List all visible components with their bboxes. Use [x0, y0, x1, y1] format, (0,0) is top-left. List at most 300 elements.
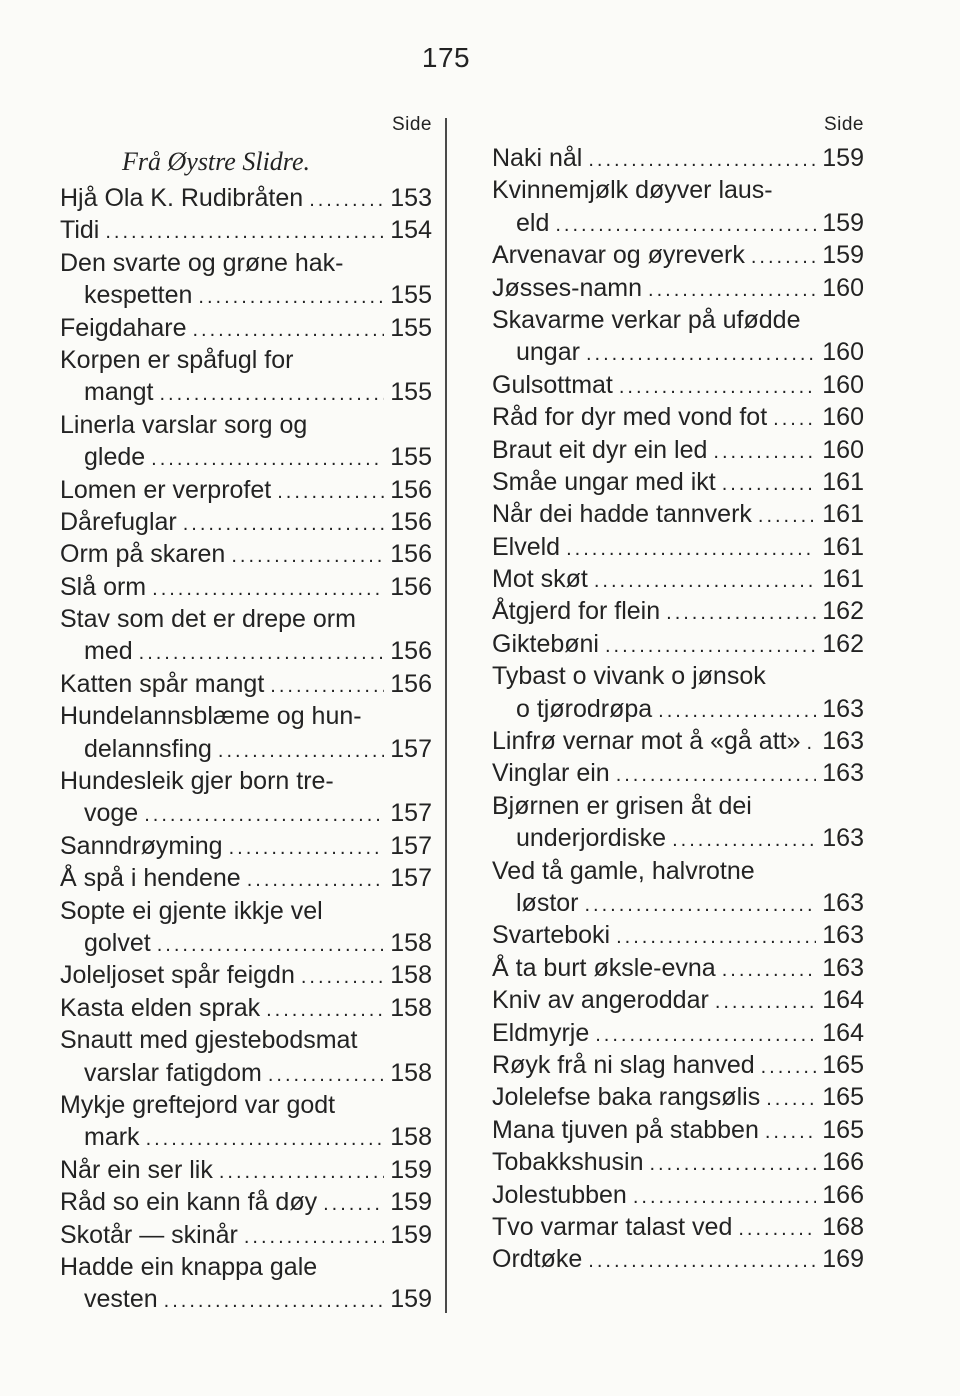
toc-entry-title: delannsfing	[84, 734, 212, 763]
toc-entry-title: Mykje greftejord var godt	[60, 1090, 336, 1119]
dot-leader	[105, 216, 384, 248]
toc-page-number: 156	[390, 507, 432, 536]
dot-leader	[588, 144, 816, 176]
dot-leader	[183, 508, 385, 540]
toc-entry	[492, 757, 864, 789]
dot-leader	[595, 1019, 816, 1051]
toc-entry-line	[492, 563, 864, 595]
toc-entry	[492, 434, 864, 466]
toc-entry	[60, 830, 432, 862]
toc-entry-title: Mot skøt	[492, 565, 588, 594]
toc-entry-line	[492, 239, 864, 271]
toc-entry-line	[492, 369, 864, 401]
dot-leader	[649, 1148, 816, 1180]
toc-page-number: 153	[390, 184, 432, 212]
toc-entry-title: underjordiske	[516, 824, 667, 853]
dot-leader	[722, 954, 817, 986]
toc-entry-line	[60, 312, 432, 344]
toc-page-number: 159	[822, 208, 864, 237]
toc-entry-line	[492, 693, 864, 725]
dot-leader	[159, 378, 384, 410]
toc-entry-line	[60, 1089, 432, 1121]
dot-leader	[722, 468, 817, 500]
toc-page-number: 158	[390, 961, 432, 990]
toc-entry-line	[492, 1049, 864, 1081]
toc-entry-title: Jolelefse baka rangsølis	[492, 1083, 761, 1112]
toc-entry	[492, 919, 864, 951]
toc-entry-title: Når ein ser lik	[60, 1155, 213, 1184]
toc-entry-title: ungar	[516, 338, 580, 367]
dot-leader	[616, 759, 817, 791]
toc-entry-line	[60, 474, 432, 506]
toc-page-number: 166	[822, 1148, 864, 1177]
toc-entry	[60, 992, 432, 1024]
toc-entry-line	[60, 1186, 432, 1218]
dot-leader	[588, 1245, 816, 1277]
toc-entry-title: Råd so ein kann få døy	[60, 1188, 318, 1217]
toc-entry-title: Linerla varslar sorg og	[60, 410, 308, 439]
toc-entry	[60, 409, 432, 474]
toc-entry-line	[492, 660, 864, 692]
toc-entry	[492, 272, 864, 304]
toc-entry-title: Hundesleik gjer born tre-	[60, 767, 334, 796]
dot-leader	[566, 533, 816, 565]
toc-entry-title: Hjå Ola K. Rudibråten	[60, 184, 304, 212]
toc-page-number: 164	[822, 1018, 864, 1047]
toc-page-number: 163	[822, 921, 864, 950]
toc-entry-title: Røyk frå ni slag hanved	[492, 1050, 755, 1079]
toc-page-number: 157	[390, 799, 432, 828]
toc-entry-title: Mana tjuven på stabben	[492, 1115, 759, 1144]
toc-entry-title: Når dei hadde tannverk	[492, 500, 752, 529]
toc-entry-line	[60, 668, 432, 700]
toc-entry-line	[492, 1146, 864, 1178]
toc-entry	[60, 1089, 432, 1154]
toc-page-number: 160	[822, 338, 864, 367]
toc-entry-title: Slå orm	[60, 572, 147, 601]
toc-entry-line	[492, 628, 864, 660]
toc-entry	[60, 214, 432, 246]
toc-entry	[60, 862, 432, 894]
left-column	[60, 108, 432, 1316]
toc-entry-title: Linfrø vernar mot å «gå att»	[492, 727, 801, 756]
dot-leader	[309, 184, 384, 216]
toc-page-number: 156	[390, 572, 432, 601]
dot-leader	[751, 241, 816, 273]
toc-entry-line	[60, 765, 432, 797]
toc-entry-line	[60, 409, 432, 441]
toc-entry-title: Svarteboki	[492, 921, 611, 950]
right-entry-list	[492, 142, 864, 1276]
toc-entry-line	[492, 725, 864, 757]
toc-entry-line	[492, 304, 864, 336]
toc-entry-line	[60, 862, 432, 894]
toc-entry-title: Eldmyrje	[492, 1018, 590, 1047]
toc-entry-line	[492, 1243, 864, 1275]
toc-entry-line	[492, 142, 864, 174]
toc-entry-line	[60, 700, 432, 732]
toc-entry-title: Stav som det er drepe orm	[60, 605, 356, 634]
left-entry-list	[60, 182, 432, 1316]
toc-entry-title: voge	[84, 799, 139, 828]
dot-leader	[672, 824, 816, 856]
toc-entry-title: Ved tå gamle, halvrotne	[492, 856, 755, 885]
toc-entry-title: Korpen er spåfugl for	[60, 345, 294, 374]
toc-entry-title: Vinglar ein	[492, 759, 610, 788]
toc-entry	[60, 1154, 432, 1186]
toc-entry-title: Hadde ein knappa gale	[60, 1252, 318, 1281]
toc-entry-line	[60, 830, 432, 862]
toc-entry-line	[60, 571, 432, 603]
toc-page-number: 162	[822, 629, 864, 658]
toc-entry-line	[60, 992, 432, 1024]
toc-entry-title: Kvinnemjølk døyver laus-	[492, 176, 773, 205]
toc-entry-line	[492, 595, 864, 627]
dot-leader	[277, 476, 384, 508]
toc-entry-line	[60, 279, 432, 311]
toc-page-number: 156	[390, 475, 432, 504]
toc-page-number: 163	[822, 727, 864, 756]
dot-leader	[244, 1221, 384, 1253]
toc-entry	[492, 790, 864, 855]
toc-entry	[492, 401, 864, 433]
toc-entry	[60, 603, 432, 668]
dot-leader	[218, 735, 384, 767]
toc-entry-line	[492, 1081, 864, 1113]
toc-page-number: 159	[390, 1220, 432, 1249]
toc-entry-title: Bjørnen er grisen åt dei	[492, 791, 752, 820]
toc-page-number: 154	[390, 216, 432, 245]
toc-entry-line	[492, 401, 864, 433]
toc-entry	[492, 369, 864, 401]
toc-page-number: 158	[390, 993, 432, 1022]
toc-entry-title: Katten spår mangt	[60, 669, 265, 698]
toc-entry-line	[60, 1219, 432, 1251]
dot-leader	[192, 314, 384, 346]
toc-entry-title: Arvenavar og øyreverk	[492, 241, 745, 270]
toc-page-number: 159	[390, 1155, 432, 1184]
toc-entry-line	[60, 441, 432, 473]
dot-leader	[268, 1059, 384, 1091]
toc-page-number: 157	[390, 864, 432, 893]
toc-entry	[60, 247, 432, 312]
toc-entry-line	[60, 344, 432, 376]
toc-entry-line	[60, 603, 432, 635]
toc-entry	[492, 563, 864, 595]
toc-page-number: 163	[822, 953, 864, 982]
toc-entry-title: Tvo varmar talast ved	[492, 1212, 733, 1241]
toc-page-number: 163	[822, 824, 864, 853]
toc-entry-line	[492, 790, 864, 822]
dot-leader	[765, 1116, 816, 1148]
toc-page-number: 163	[822, 694, 864, 723]
toc-page-number: 155	[390, 281, 432, 310]
toc-entry	[492, 628, 864, 660]
toc-entry-line	[60, 506, 432, 538]
toc-entry-line	[60, 1024, 432, 1056]
toc-entry-line	[60, 182, 432, 214]
dot-leader	[270, 670, 384, 702]
toc-entry	[492, 725, 864, 757]
toc-entry-line	[60, 376, 432, 408]
toc-page-number: 158	[390, 1058, 432, 1087]
dot-leader	[715, 986, 816, 1018]
toc-entry	[492, 531, 864, 563]
toc-entry-title: Ordtøke	[492, 1245, 583, 1274]
toc-page-number: 165	[822, 1115, 864, 1144]
side-label: Side	[391, 114, 432, 135]
toc-page-number: 156	[390, 540, 432, 569]
toc-entry	[492, 855, 864, 920]
toc-page-number: 160	[822, 435, 864, 464]
toc-entry	[60, 538, 432, 570]
dot-leader	[229, 832, 385, 864]
right-column	[492, 108, 864, 1276]
toc-entry	[492, 1081, 864, 1113]
page-number: 175	[421, 42, 471, 73]
toc-entry-line	[492, 757, 864, 789]
toc-page-number: 166	[822, 1180, 864, 1209]
toc-entry	[60, 1251, 432, 1316]
toc-entry	[60, 344, 432, 409]
dot-leader	[738, 1213, 816, 1245]
toc-page-number: 160	[822, 370, 864, 399]
toc-entry	[60, 959, 432, 991]
toc-entry	[60, 506, 432, 538]
dot-leader	[773, 403, 816, 435]
toc-entry-title: Hundelannsblæme og hun-	[60, 702, 362, 731]
toc-page-number: 160	[822, 403, 864, 432]
toc-entry-line	[492, 207, 864, 239]
toc-entry-title: vesten	[84, 1285, 158, 1314]
toc-page-number: 163	[822, 888, 864, 917]
toc-entry-title: kespetten	[84, 281, 193, 310]
toc-entry-line	[492, 984, 864, 1016]
toc-entry-title: Skotår — skinår	[60, 1220, 238, 1249]
toc-entry	[492, 1146, 864, 1178]
toc-entry	[492, 1179, 864, 1211]
dot-leader	[761, 1051, 817, 1083]
toc-entry-line	[492, 434, 864, 466]
toc-entry	[60, 765, 432, 830]
toc-entry-title: Åtgjerd for flein	[492, 597, 661, 626]
toc-entry	[492, 660, 864, 725]
toc-entry-title: Tybast o vivank o jønsok	[492, 662, 766, 691]
toc-entry-line	[492, 1179, 864, 1211]
toc-page-number: 156	[390, 637, 432, 666]
toc-entry-line	[492, 919, 864, 951]
toc-entry	[60, 1219, 432, 1251]
toc-entry-line	[60, 733, 432, 765]
toc-entry	[60, 1024, 432, 1089]
dot-leader	[231, 540, 384, 572]
dot-leader	[605, 630, 816, 662]
toc-entry	[60, 668, 432, 700]
toc-entry-title: Lomen er verprofet	[60, 475, 272, 504]
toc-page-number: 160	[822, 273, 864, 302]
dot-leader	[594, 565, 816, 597]
toc-entry-title: Skavarme verkar på ufødde	[492, 305, 801, 334]
toc-entry-title: Tidi	[60, 216, 100, 245]
toc-page-number: 161	[822, 500, 864, 529]
toc-entry	[60, 895, 432, 960]
dot-leader	[658, 695, 816, 727]
toc-entry	[492, 498, 864, 530]
toc-entry-line	[492, 1017, 864, 1049]
dot-leader	[266, 994, 384, 1026]
toc-entry-title: Feigdahare	[60, 313, 187, 342]
toc-entry	[492, 1114, 864, 1146]
toc-entry	[492, 1017, 864, 1049]
dot-leader	[198, 281, 384, 313]
toc-entry-title: Sanndrøyming	[60, 831, 223, 860]
toc-entry	[492, 304, 864, 369]
toc-entry-line	[492, 822, 864, 854]
dot-leader	[586, 338, 816, 370]
toc-entry-line	[492, 887, 864, 919]
toc-entry	[492, 984, 864, 1016]
toc-page-number: 159	[390, 1188, 432, 1217]
toc-entry-line	[492, 174, 864, 206]
toc-entry-title: Å spå i hendene	[60, 864, 241, 893]
toc-entry-line	[60, 1283, 432, 1315]
dot-leader	[666, 597, 816, 629]
toc-page-number: 155	[390, 378, 432, 407]
toc-page-number: 159	[822, 241, 864, 270]
toc-page-number: 168	[822, 1212, 864, 1241]
toc-page-number: 158	[390, 928, 432, 957]
toc-page-number: 169	[822, 1245, 864, 1274]
dot-leader	[146, 1123, 385, 1155]
dot-leader	[758, 500, 816, 532]
toc-page-number: 161	[822, 467, 864, 496]
dot-leader	[648, 274, 816, 306]
toc-entry-line	[60, 635, 432, 667]
toc-entry-title: Kasta elden sprak	[60, 993, 261, 1022]
section-title: Frå Øystre Slidre.	[122, 147, 310, 176]
dot-leader	[157, 929, 385, 961]
toc-entry	[60, 700, 432, 765]
toc-page-number: 165	[822, 1050, 864, 1079]
toc-entry	[492, 952, 864, 984]
dot-leader	[585, 889, 817, 921]
dot-leader	[164, 1285, 385, 1317]
toc-entry-line	[60, 214, 432, 246]
toc-entry-title: golvet	[84, 928, 151, 957]
dot-leader	[219, 1156, 384, 1188]
dot-leader	[151, 443, 384, 475]
toc-page-number: 161	[822, 565, 864, 594]
dot-leader	[247, 864, 385, 896]
toc-entry-title: Jolestubben	[492, 1180, 627, 1209]
dot-leader	[144, 799, 384, 831]
toc-page-number: 161	[822, 532, 864, 561]
toc-entry-title: Den svarte og grøne hak-	[60, 248, 344, 277]
toc-page-number: 155	[390, 313, 432, 342]
dot-leader	[766, 1083, 816, 1115]
toc-entry-title: Orm på skaren	[60, 540, 226, 569]
toc-entry-title: Jøsses-namn	[492, 273, 643, 302]
toc-entry-line	[492, 531, 864, 563]
toc-entry	[60, 182, 432, 214]
toc-entry-title: Kniv av angeroddar	[492, 986, 709, 1015]
toc-entry-title: eld	[516, 208, 550, 237]
toc-entry-title: med	[84, 637, 133, 666]
toc-entry-title: Gulsottmat	[492, 370, 613, 399]
toc-page-number: 165	[822, 1083, 864, 1112]
toc-entry-title: Giktebøni	[492, 629, 599, 658]
toc-entry-line	[492, 272, 864, 304]
toc-entry-title: Dårefuglar	[60, 507, 177, 536]
dot-leader	[139, 637, 385, 669]
toc-entry-title: løstor	[516, 888, 579, 917]
toc-entry-title: mangt	[84, 378, 154, 407]
dot-leader	[323, 1188, 384, 1220]
toc-entry-title: o tjørodrøpa	[516, 694, 653, 723]
toc-entry	[492, 142, 864, 174]
side-label: Side	[823, 114, 864, 135]
toc-entry-line	[60, 1121, 432, 1153]
dot-leader	[616, 921, 816, 953]
toc-page-number: 158	[390, 1123, 432, 1152]
toc-page-number: 159	[390, 1285, 432, 1314]
toc-entry-line	[60, 895, 432, 927]
toc-page-number: 156	[390, 669, 432, 698]
toc-entry-title: Småe ungar med ikt	[492, 467, 716, 496]
toc-entry-line	[60, 538, 432, 570]
toc-entry	[492, 1243, 864, 1275]
dot-leader	[633, 1181, 816, 1213]
toc-entry	[492, 595, 864, 627]
toc-entry-title: Råd for dyr med vond fot	[492, 403, 768, 432]
toc-entry-line	[492, 466, 864, 498]
toc-entry	[492, 174, 864, 239]
toc-entry-line	[60, 959, 432, 991]
toc-entry	[492, 466, 864, 498]
toc-entry-line	[60, 1251, 432, 1283]
toc-entry	[60, 571, 432, 603]
dot-leader	[806, 727, 816, 759]
toc-page-number: 157	[390, 831, 432, 860]
toc-entry-title: Braut eit dyr ein led	[492, 435, 708, 464]
dot-leader	[619, 371, 816, 403]
toc-page-number: 155	[390, 443, 432, 472]
toc-entry-line	[492, 336, 864, 368]
toc-page-number: 164	[822, 986, 864, 1015]
dot-leader	[152, 573, 384, 605]
toc-entry	[60, 1186, 432, 1218]
toc-entry-title: Snautt med gjestebodsmat	[60, 1026, 358, 1055]
toc-entry-line	[60, 1154, 432, 1186]
toc-entry	[60, 312, 432, 344]
toc-entry-line	[492, 855, 864, 887]
toc-entry-line	[60, 797, 432, 829]
toc-entry-title: Joleljoset spår feigdn	[60, 961, 295, 990]
dot-leader	[555, 209, 816, 241]
toc-entry-title: Sopte ei gjente ikkje vel	[60, 896, 323, 925]
toc-entry-line	[492, 1211, 864, 1243]
toc-page-number: 163	[822, 759, 864, 788]
toc-entry	[60, 474, 432, 506]
toc-entry-line	[60, 247, 432, 279]
toc-entry-title: Å ta burt øksle-evna	[492, 953, 716, 982]
toc-entry-title: varslar fatigdom	[84, 1058, 262, 1087]
toc-entry-title: Naki nål	[492, 144, 583, 172]
toc-entry-title: glede	[84, 443, 146, 472]
toc-entry	[492, 1049, 864, 1081]
toc-entry-line	[60, 927, 432, 959]
toc-entry-line	[492, 1114, 864, 1146]
